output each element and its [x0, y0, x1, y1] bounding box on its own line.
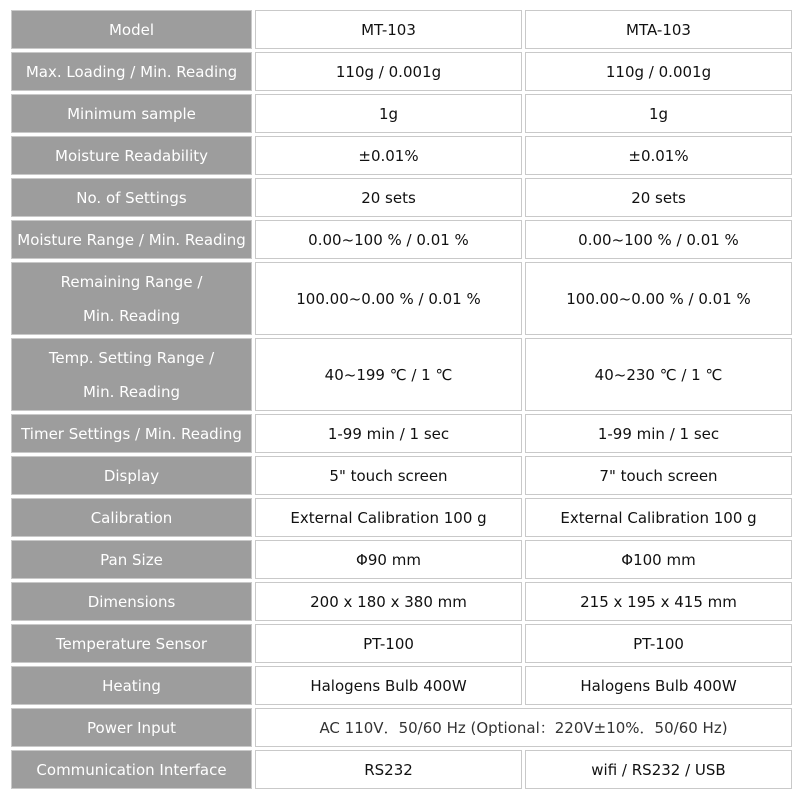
cell-mt-minimum-sample: 1g: [255, 94, 522, 133]
table-row: [11, 666, 792, 705]
row-label-timer-settings: Timer Settings / Min. Reading: [11, 414, 252, 453]
table-row: [11, 52, 792, 91]
row-label-line: Temp. Setting Range /: [48, 348, 215, 367]
cell-mta-display: 7" touch screen: [525, 456, 792, 495]
cell-mt-communication-interface: RS232: [255, 750, 522, 789]
table-row: [11, 750, 792, 789]
cell-mt-display: 5" touch screen: [255, 456, 522, 495]
table-row: [11, 624, 792, 663]
table-row: [11, 498, 792, 537]
table-row: [11, 582, 792, 621]
row-label-minimum-sample: Minimum sample: [11, 94, 252, 133]
cell-mta-pan-size: Φ100 mm: [525, 540, 792, 579]
cell-mt-no-of-settings: 20 sets: [255, 178, 522, 217]
row-label-dimensions: Dimensions: [11, 582, 252, 621]
spec-table: [8, 7, 795, 792]
row-label-model: Model: [11, 10, 252, 49]
cell-mta-calibration: External Calibration 100 g: [525, 498, 792, 537]
row-label-communication-interface: Communication Interface: [11, 750, 252, 789]
row-label-moisture-readability: Moisture Readability: [11, 136, 252, 175]
cell-mt-remaining-range: 100.00~0.00 % / 0.01 %: [255, 262, 522, 335]
cell-mta-temp-setting-range: 40~230 ℃ / 1 ℃: [525, 338, 792, 411]
table-row: [11, 338, 792, 411]
row-label-pan-size: Pan Size: [11, 540, 252, 579]
cell-mta-model: MTA-103: [525, 10, 792, 49]
cell-mta-moisture-range: 0.00~100 % / 0.01 %: [525, 220, 792, 259]
cell-mta-heating: Halogens Bulb 400W: [525, 666, 792, 705]
table-row: [11, 414, 792, 453]
row-label-moisture-range: Moisture Range / Min. Reading: [11, 220, 252, 259]
table-row: [11, 220, 792, 259]
table-row: [11, 708, 792, 747]
table-row: [11, 178, 792, 217]
cell-mta-dimensions: 215 x 195 x 415 mm: [525, 582, 792, 621]
table-row: [11, 540, 792, 579]
cell-mt-calibration: External Calibration 100 g: [255, 498, 522, 537]
row-label-heating: Heating: [11, 666, 252, 705]
cell-mt-max-loading: 110g / 0.001g: [255, 52, 522, 91]
row-label-temp-setting-range: [11, 338, 252, 411]
cell-mt-moisture-readability: ±0.01%: [255, 136, 522, 175]
row-label-line: Min. Reading: [82, 382, 181, 401]
cell-mta-remaining-range: 100.00~0.00 % / 0.01 %: [525, 262, 792, 335]
row-label-power-input: Power Input: [11, 708, 252, 747]
row-label-temperature-sensor: Temperature Sensor: [11, 624, 252, 663]
row-label-remaining-range: [11, 262, 252, 335]
table-row: [11, 136, 792, 175]
cell-mta-timer-settings: 1-99 min / 1 sec: [525, 414, 792, 453]
cell-mta-minimum-sample: 1g: [525, 94, 792, 133]
cell-mt-temperature-sensor: PT-100: [255, 624, 522, 663]
table-row: [11, 456, 792, 495]
table-row: [11, 94, 792, 133]
cell-mta-no-of-settings: 20 sets: [525, 178, 792, 217]
cell-mt-timer-settings: 1-99 min / 1 sec: [255, 414, 522, 453]
row-label-max-loading: Max. Loading / Min. Reading: [11, 52, 252, 91]
row-label-line: Min. Reading: [82, 306, 181, 325]
table-row: [11, 262, 792, 335]
row-label-no-of-settings: No. of Settings: [11, 178, 252, 217]
cell-mta-max-loading: 110g / 0.001g: [525, 52, 792, 91]
cell-mta-moisture-readability: ±0.01%: [525, 136, 792, 175]
cell-mta-communication-interface: wifi / RS232 / USB: [525, 750, 792, 789]
cell-mt-moisture-range: 0.00~100 % / 0.01 %: [255, 220, 522, 259]
cell-mt-pan-size: Φ90 mm: [255, 540, 522, 579]
row-label-display: Display: [11, 456, 252, 495]
row-label-calibration: Calibration: [11, 498, 252, 537]
cell-mt-heating: Halogens Bulb 400W: [255, 666, 522, 705]
cell-power-input: AC 110V．50/60 Hz (Optional：220V±10%．50/60 Hz): [255, 708, 792, 747]
row-label-line: Remaining Range /: [60, 272, 203, 291]
cell-mt-model: MT-103: [255, 10, 522, 49]
table-row: [11, 10, 792, 49]
cell-mt-temp-setting-range: 40~199 ℃ / 1 ℃: [255, 338, 522, 411]
cell-mt-dimensions: 200 x 180 x 380 mm: [255, 582, 522, 621]
cell-mta-temperature-sensor: PT-100: [525, 624, 792, 663]
